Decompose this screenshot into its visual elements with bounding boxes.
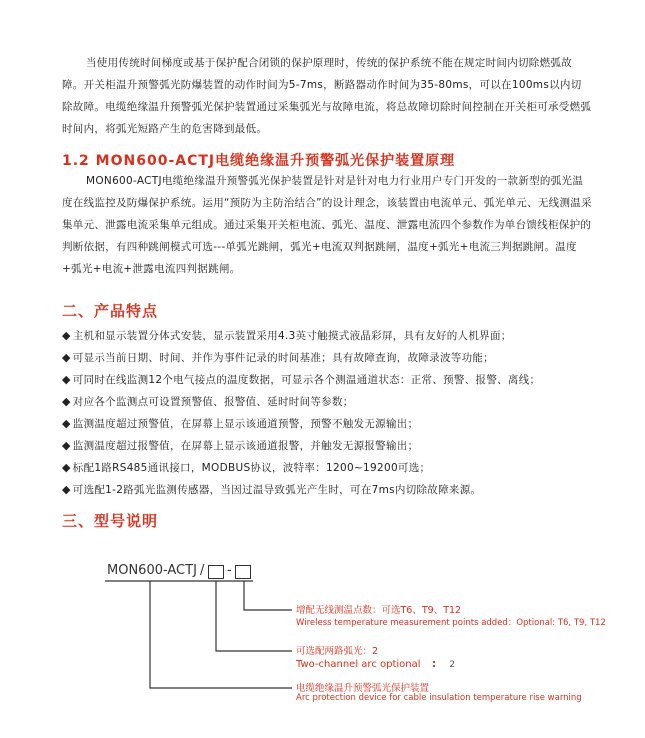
temp-points-label-en: Wireless temperature measurement points added：Optional: T6, T9, T12 — [296, 618, 606, 628]
model-prefix: MON600-ACTJ — [107, 563, 197, 578]
feature-item: ◆ 主机和显示装置分体式安装，显示装置采用4.3英寸触摸式液晶彩屏，具有友好的人机界面； — [62, 329, 512, 342]
bullet-icon: ◆ — [62, 417, 71, 430]
intro-paragraph: 当使用传统时间梯度或基于保护配合闭锁的保护原理时，传统的保护系统不能在规定时间内切除燃弧故障。开关柜温升预警弧光防爆装置的动作时间为5-7ms，断路器动作时间为35-80ms，可以在100ms以内切除故障。电缆绝缘温升预警弧光保护装置通过采集弧光与故障电流，将总故障切除时间控制在开关柜可承受燃弧时间内，将弧光短路产生的危害降到最低。 — [62, 57, 592, 135]
feature-item: ◆ 标配1路RS485通讯接口，MODBUS协议，波特率：1200~19200可选； — [62, 461, 431, 474]
bullet-icon: ◆ — [62, 439, 71, 452]
section-1-2-title: 1.2 MON600-ACTJ电缆绝缘温升预警弧光保护装置原理 — [62, 153, 456, 169]
feature-item: ◆ 监测温度超过预警值，在屏幕上显示该通道预警，预警不触发无源输出； — [62, 417, 419, 430]
device-label-en: Arc protection device for cable insulation temperature rise warning — [296, 693, 582, 703]
bullet-icon: ◆ — [62, 461, 71, 474]
feature-item: ◆ 可选配1-2路弧光监测传感器，当因过温导致弧光产生时，可在7ms内切除故障来源。 — [62, 483, 482, 496]
feature-item: ◆ 监测温度超过报警值，在屏幕上显示该通道报警，并触发无源报警输出； — [62, 439, 419, 452]
arc-label-en: Two-channel arc optional : 2 — [296, 657, 456, 670]
model-title: 三、型号说明 — [62, 512, 159, 530]
bullet-icon: ◆ — [62, 329, 71, 342]
device-label-cn: 电缆绝缘温升预警弧光保护装置 — [296, 683, 430, 694]
leader-arc — [216, 581, 292, 651]
features-title: 二、产品特点 — [62, 302, 159, 320]
model-slash: / — [200, 563, 205, 578]
principle-paragraph: MON600-ACTJ电缆绝缘温升预警弧光保护装置是针对是针对电力行业用户专门开发的一款新型的弧光温度在线监控及防爆保护系统。运用“预防为主防治结合”的设计理念，该装置由电流单元、弧光单元、无线测温采集单元、泄露电流采集单元组成。通过采集开关柜电流、弧光、温度、泄露电流四个参数作为单台馈线柜保护的判断依据，有四种跳闸模式可选---单弧光跳闸，弧光+电流双判据跳闸，温度+弧光+电流三判据跳闸。温度+弧光+电流+泄露电流四判据跳闸。 — [62, 175, 592, 275]
bullet-icon: ◆ — [62, 483, 71, 496]
model-dash: - — [227, 563, 232, 578]
temp-points-label-cn: 增配无线测温点数：可选T6、T9、T12 — [296, 605, 462, 616]
arc-label-cn: 可选配两路弧光：2 — [296, 646, 379, 657]
feature-item: ◆ 可显示当前日期、时间、并作为事件记录的时间基准；具有故障查询，故障录波等功能； — [62, 351, 494, 364]
leader-device — [150, 581, 292, 688]
bullet-icon: ◆ — [62, 351, 71, 364]
bullet-icon: ◆ — [62, 373, 71, 386]
leader-temp-points — [244, 581, 292, 610]
feature-item: ◆ 对应各个监测点可设置预警值、报警值、延时时间等参数； — [62, 395, 354, 408]
colon-icon: : — [431, 657, 437, 670]
bullet-icon: ◆ — [62, 395, 71, 408]
feature-item: ◆ 可同时在线监测12个电气接点的温度数据，可显示各个测温通道状态：正常、预警、报警、离线； — [62, 373, 541, 386]
